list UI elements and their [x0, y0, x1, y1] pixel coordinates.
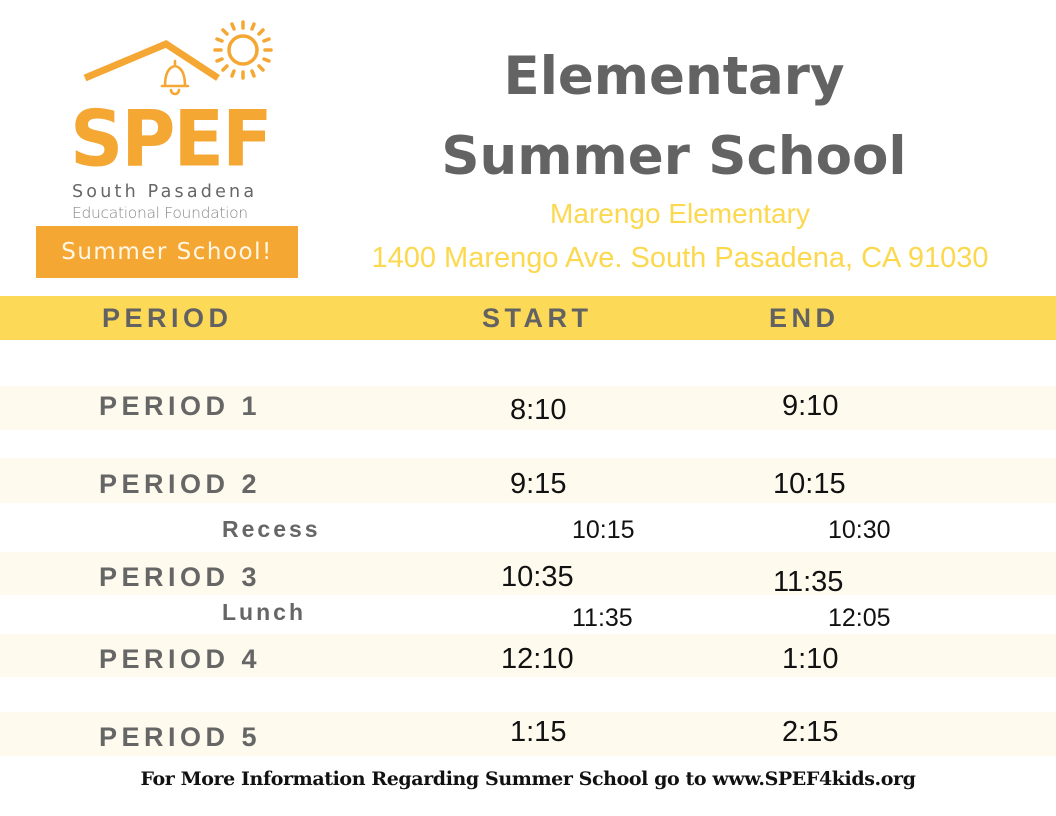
row-label: Recess	[222, 516, 321, 542]
row-label: PERIOD 5	[99, 722, 262, 752]
row-end-time: 2:15	[782, 716, 839, 748]
row-end-time: 1:10	[782, 643, 839, 675]
school-name: Marengo Elementary	[550, 198, 810, 229]
summer-school-banner: Summer School!	[36, 226, 298, 278]
sun-icon	[206, 16, 280, 84]
page-title-line1: Elementary	[503, 46, 845, 107]
logo-org-line2: Educational Foundation	[72, 204, 248, 222]
column-header-end: END	[769, 303, 840, 333]
row-label: PERIOD 3	[99, 562, 262, 592]
row-start-time: 9:15	[510, 468, 567, 500]
row-label: Lunch	[222, 599, 306, 625]
row-start-time: 10:15	[572, 516, 635, 544]
row-start-time: 1:15	[510, 716, 567, 748]
row-label: PERIOD 4	[99, 644, 262, 674]
row-start-time: 12:10	[501, 643, 574, 675]
page-title-line2: Summer School	[441, 126, 907, 187]
column-header-start: START	[482, 303, 593, 333]
row-end-time: 10:30	[828, 516, 891, 544]
logo-org-line1: South Pasadena	[72, 182, 258, 202]
row-start-time: 10:35	[501, 561, 574, 593]
row-label: PERIOD 2	[99, 469, 262, 499]
row-label: PERIOD 1	[99, 391, 262, 421]
row-start-time: 8:10	[510, 394, 567, 426]
column-header-period: PERIOD	[102, 303, 233, 333]
row-start-time: 11:35	[572, 604, 633, 632]
logo-acronym: SPEF	[70, 93, 271, 185]
row-end-time: 11:35	[773, 566, 844, 598]
row-end-time: 10:15	[773, 468, 846, 500]
spef-logo	[30, 14, 320, 284]
bell-icon	[158, 58, 192, 96]
school-address: 1400 Marengo Ave. South Pasadena, CA 91030	[371, 242, 989, 274]
row-end-time: 9:10	[782, 390, 839, 422]
row-end-time: 12:05	[828, 604, 891, 632]
footer-info-text: For More Information Regarding Summer School go to www.SPEF4kids.org	[140, 768, 916, 790]
